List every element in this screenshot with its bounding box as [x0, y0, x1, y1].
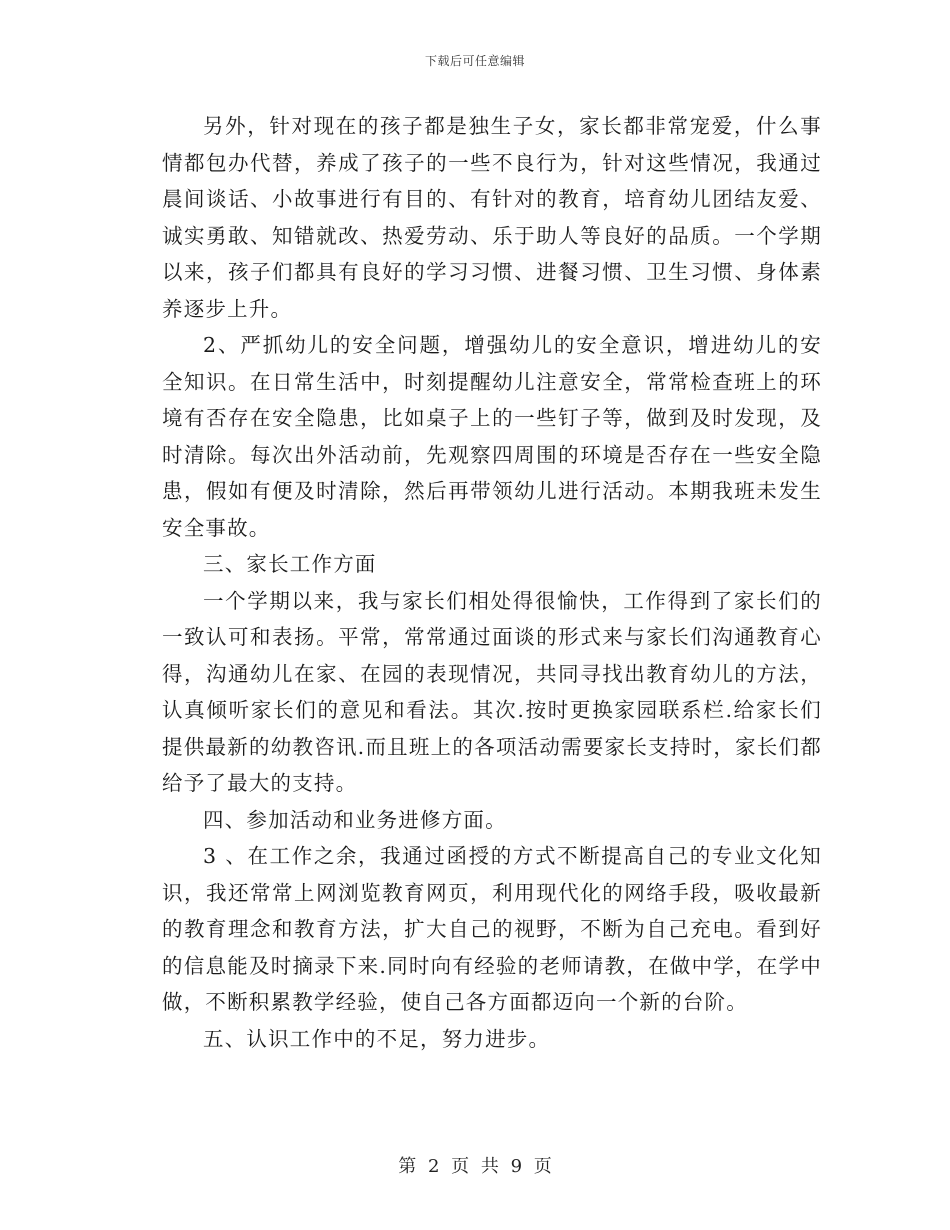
page-header: 下载后可任意编辑	[424, 54, 525, 68]
section-heading-training: 四、参加活动和业务进修方面。	[203, 807, 507, 832]
document-body	[162, 108, 822, 1057]
paragraph-moral-education: 另外，针对现在的孩子都是独生子女，家长都非常宠爱，什么事情都包办代替，养成了孩子的一些不良行为，针对这些情况，我通过晨间谈话、小故事进行有目的、有针对的教育，培育幼儿团结友爱、诚实勇敢、知错就改、热爱劳动、乐于助人等良好的品质。一个学期以来，孩子们都具有良好的学习习惯、进餐习惯、卫生习惯、身体素养逐步上升。	[162, 114, 822, 321]
section-heading-parent-work: 三、家长工作方面	[203, 552, 377, 576]
paragraph-training: 3 、在工作之余，我通过函授的方式不断提高自己的专业文化知识，我还常常上网浏览教育网页，利用现代化的网络手段，吸收最新的教育理念和教育方法，扩大自己的视野，不断为自己充电。看到好的信息能及时摘录下来.同时向有经验的老师请教，在做中学，在学中做，不断积累教学经验，使自己各方面都迈向一个新的台阶。	[162, 844, 822, 1014]
paragraph-parent-work: 一个学期以来，我与家长们相处得很愉快，工作得到了家长们的一致认可和表扬。平常，常常通过面谈的形式来与家长们沟通教育心得，沟通幼儿在家、在园的表现情况，共同寻找出教育幼儿的方法，认真倾听家长们的意见和看法。其次.按时更换家园联系栏.给家长们提供最新的幼教咨讯.而且班上的各项活动需要家长支持时，家长们都给予了最大的支持。	[162, 588, 822, 795]
page-number-footer: 第 2 页 共 9 页	[398, 1156, 552, 1177]
paragraph-safety: 2、严抓幼儿的安全问题，增强幼儿的安全意识，增进幼儿的安全知识。在日常生活中，时刻提醒幼儿注意安全，常常检查班上的环境有否存在安全隐患，比如桌子上的一些钉子等，做到及时发现，及时清除。每次出外活动前，先观察四周围的环境是否存在一些安全隐患，假如有便及时清除，然后再带领幼儿进行活动。本期我班未发生安全事故。	[162, 333, 822, 540]
section-heading-shortcomings: 五、认识工作中的不足，努力进步。	[203, 1026, 551, 1051]
